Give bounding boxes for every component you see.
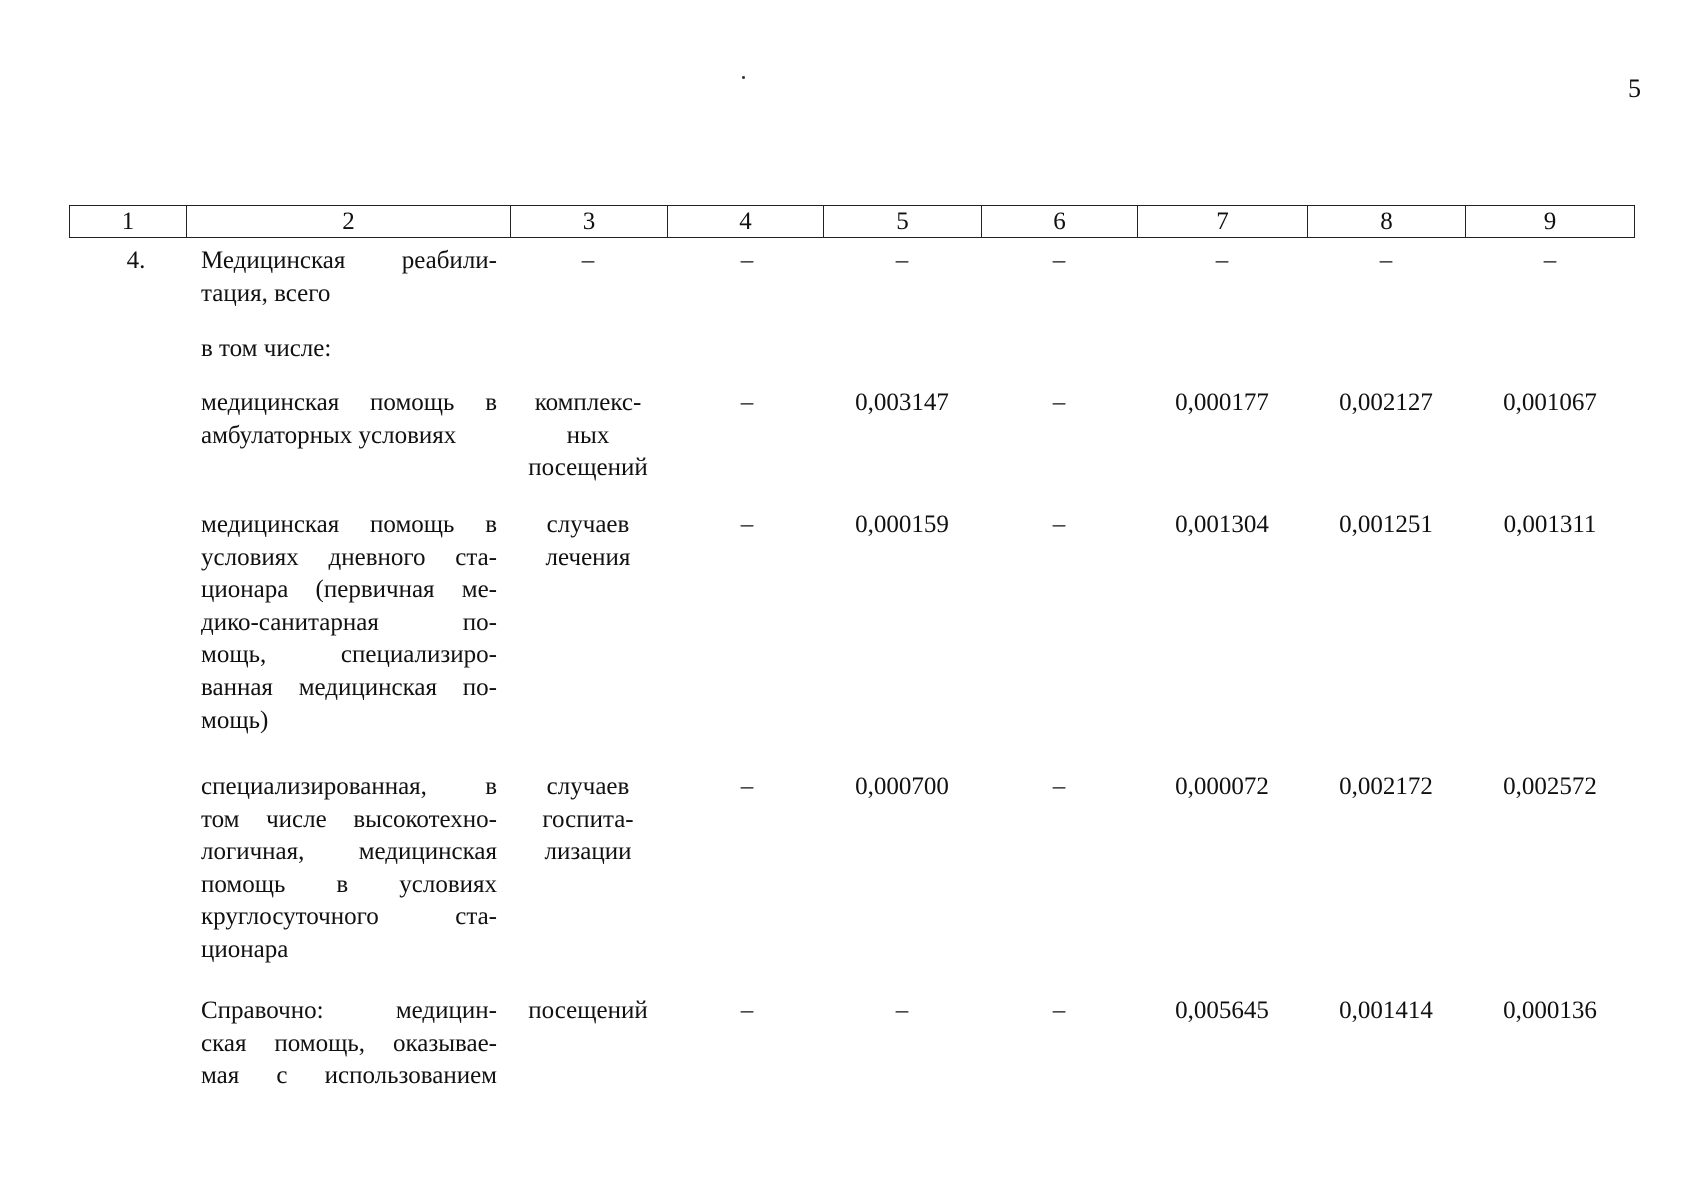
row-value-col6: –	[1052, 997, 1066, 1024]
row-value-col9: 0,002572	[1503, 773, 1597, 800]
row-name-line: специализированная, в	[201, 773, 497, 800]
row-name-line: мая с использованием	[201, 1062, 497, 1090]
row-value-col7: 0,000177	[1175, 389, 1269, 416]
row-value-col7: 0,005645	[1175, 997, 1269, 1024]
row-value-col5: 0,003147	[855, 389, 949, 416]
row-value-col4: –	[740, 511, 754, 538]
row-value-col6: –	[1052, 389, 1066, 416]
row-value-col7: 0,000072	[1175, 773, 1269, 800]
row-name-line: ционара	[201, 935, 289, 963]
row-value-col6: –	[1052, 773, 1066, 800]
row-value-col4: –	[740, 997, 754, 1024]
row-name-line: ванная медицинская по-	[201, 673, 497, 701]
row-value-col8: 0,002172	[1339, 773, 1433, 800]
row-name	[201, 509, 497, 737]
row-name-line: Медицинская реабили-	[201, 247, 497, 274]
row-value-col5: –	[895, 247, 909, 274]
row-unit-line: случаев	[546, 773, 630, 800]
row-unit-line: посещений	[528, 454, 648, 482]
row-value-col4: –	[740, 773, 754, 800]
row-name	[201, 995, 497, 1093]
row-name-line: ционара (первичная ме-	[201, 576, 497, 604]
row-value-col6: –	[1052, 511, 1066, 538]
header-col-1: 1	[70, 206, 187, 238]
row-name-line: мощь)	[201, 706, 269, 734]
header-col-8: 8	[1308, 206, 1466, 238]
row-name-line: медицинская помощь в	[201, 389, 497, 416]
row-name-line: Справочно: медицин-	[201, 997, 497, 1024]
row-name-line: амбулаторных условиях	[201, 421, 457, 449]
row-unit	[514, 771, 662, 869]
row-name	[201, 387, 497, 452]
header-col-5: 5	[824, 206, 982, 238]
row-value-col9: 0,001067	[1503, 389, 1597, 416]
row-unit-line: лечения	[545, 543, 631, 571]
row-unit	[514, 995, 662, 1028]
row-name	[201, 333, 497, 366]
row-value-col6: –	[1052, 247, 1066, 274]
row-value-col4: –	[740, 389, 754, 416]
row-name-line: условиях дневного ста-	[201, 543, 497, 571]
scan-artifact-dot	[742, 76, 745, 79]
header-col-7: 7	[1138, 206, 1308, 238]
row-value-col5: 0,000700	[855, 773, 949, 800]
row-name-line: тация, всего	[201, 279, 331, 307]
row-value-col5: –	[895, 997, 909, 1024]
row-value-col7: 0,001304	[1175, 511, 1269, 538]
row-name-line: ская помощь, оказывае-	[201, 1029, 497, 1057]
row-value-col8: –	[1379, 247, 1393, 274]
row-value-col9: 0,001311	[1503, 511, 1597, 538]
page-number: 5	[1628, 74, 1641, 103]
row-value-col4: –	[740, 247, 754, 274]
row-name	[201, 245, 497, 310]
row-value-col7: –	[1215, 247, 1229, 274]
row-name-line: дико-санитарная по-	[201, 608, 497, 636]
row-value-col9: –	[1543, 247, 1557, 274]
row-number: 4.	[126, 247, 146, 274]
row-value-col8: 0,001414	[1339, 997, 1433, 1024]
row-unit	[514, 245, 662, 278]
row-name-line: в том числе:	[201, 335, 332, 362]
row-name-line: логичная, медицинская	[201, 838, 497, 866]
header-col-6: 6	[982, 206, 1138, 238]
row-unit-line: случаев	[546, 511, 630, 538]
row-unit	[514, 387, 662, 485]
row-value-col8: 0,001251	[1339, 511, 1433, 538]
row-unit-line: –	[581, 247, 595, 274]
row-name-line: медицинская помощь в	[201, 511, 497, 538]
row-value-col5: 0,000159	[855, 511, 949, 538]
row-value-col9: 0,000136	[1503, 997, 1597, 1024]
row-unit-line: посещений	[528, 997, 648, 1024]
row-value-col8: 0,002127	[1339, 389, 1433, 416]
row-name-line: помощь в условиях	[201, 870, 497, 898]
header-col-3: 3	[511, 206, 668, 238]
row-unit-line: комплекс-	[534, 389, 642, 416]
row-name-line: мощь, специализиро-	[201, 641, 497, 669]
header-col-9: 9	[1466, 206, 1635, 238]
row-name-line: том числе высокотехно-	[201, 805, 497, 833]
header-row	[70, 206, 1635, 238]
header-col-4: 4	[668, 206, 824, 238]
row-unit	[514, 509, 662, 574]
row-unit-line: госпита-	[542, 805, 634, 833]
row-unit-line: ных	[566, 421, 610, 449]
row-name	[201, 771, 497, 967]
header-col-2: 2	[187, 206, 511, 238]
row-name-line: круглосуточного ста-	[201, 903, 497, 931]
column-number-header	[69, 205, 1635, 238]
row-unit-line: лизации	[544, 838, 632, 866]
